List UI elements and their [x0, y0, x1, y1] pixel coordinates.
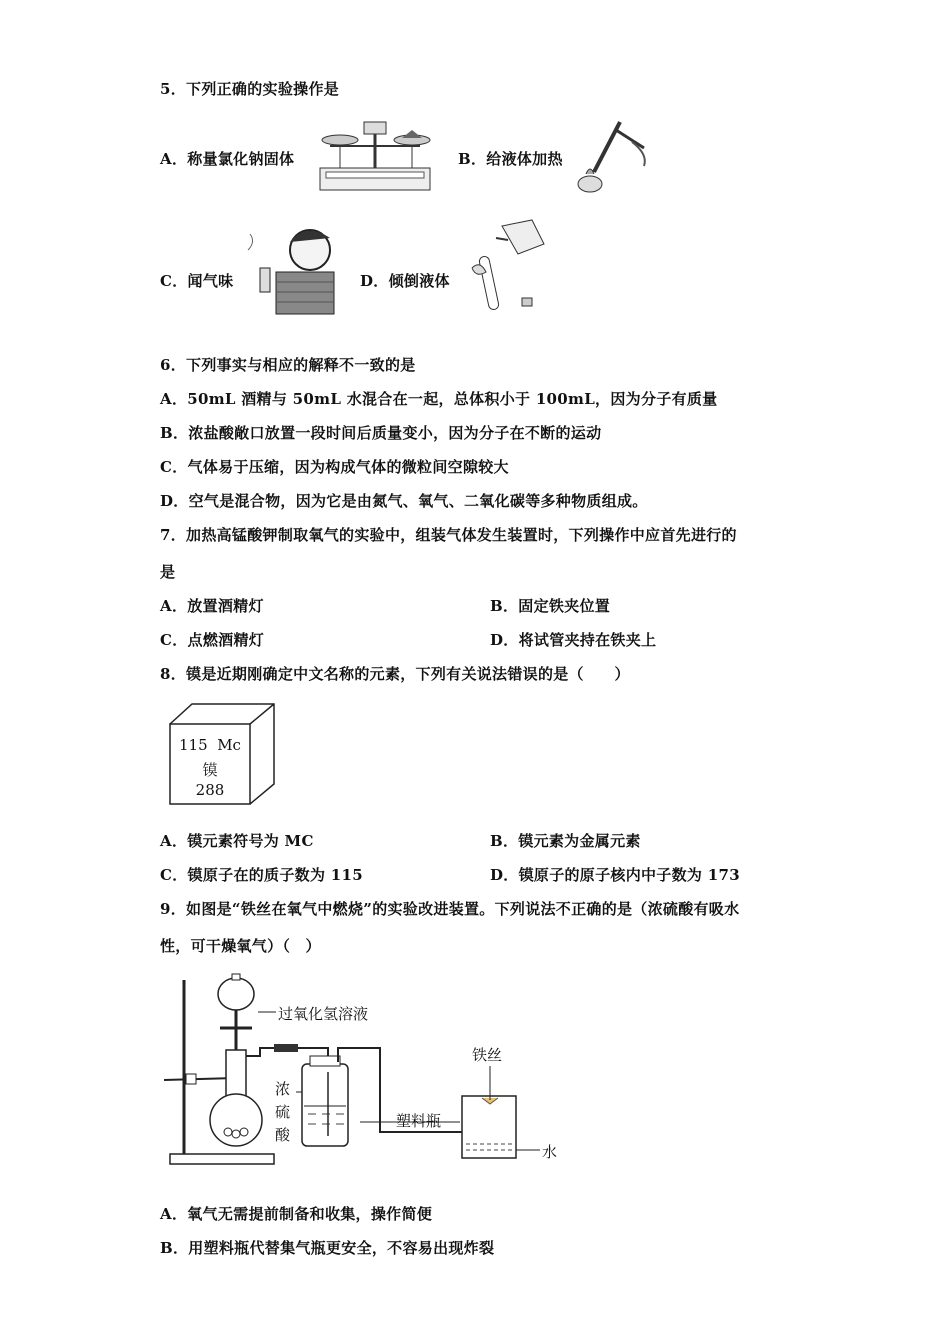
q5-option-c: C．闻气味 [160, 272, 234, 290]
q7-option-a: A．放置酒精灯 [160, 597, 264, 615]
q5-option-a: A．称量氯化钠固体 [160, 150, 295, 168]
element-cell [168, 702, 278, 806]
label-plastic-bottle: 塑料瓶 [396, 1112, 442, 1130]
q9-option-a: A．氧气无需提前制备和收集，操作简便 [160, 1205, 433, 1223]
balance-illustration [316, 116, 436, 194]
apparatus-diagram [160, 972, 580, 1172]
pouring-liquid-illustration [462, 216, 552, 316]
q8-option-d: D．镆原子的原子核内中子数为 173 [490, 866, 740, 884]
q6-option-b: B．浓盐酸敞口放置一段时间后质量变小，因为分子在不断的运动 [160, 424, 602, 442]
q6-option-a: A．50mL 酒精与 50mL 水混合在一起，总体积小于 100mL，因为分子有质量 [160, 390, 718, 408]
element-symbol: Mc [217, 736, 241, 754]
heating-liquid-illustration [574, 114, 660, 196]
label-acid-1: 浓 [275, 1080, 291, 1098]
q8-option-b: B．镆元素为金属元素 [490, 832, 641, 850]
element-number: 115 [179, 736, 208, 754]
q7-stem-line2: 是 [160, 563, 176, 581]
q7-option-c: C．点燃酒精灯 [160, 631, 265, 649]
q6-option-d: D．空气是混合物，因为它是由氮气、氧气、二氧化碳等多种物质组成。 [160, 492, 648, 510]
label-acid-3: 酸 [275, 1126, 291, 1144]
q8-stem: 8．镆是近期刚确定中文名称的元素，下列有关说法错误的是（ ） [160, 665, 630, 683]
q5-option-d: D．倾倒液体 [360, 272, 450, 290]
q7-stem-line1: 7．加热高锰酸钾制取氧气的实验中，组装气体发生装置时，下列操作中应首先进行的 [160, 526, 737, 544]
q6-option-c: C．气体易于压缩，因为构成气体的微粒间空隙较大 [160, 458, 509, 476]
label-acid-2: 硫 [275, 1103, 291, 1121]
label-h2o2: 过氧化氢溶液 [278, 1005, 369, 1023]
smelling-illustration [246, 220, 338, 316]
q9-stem-line2: 性，可干燥氧气）（ ） [160, 937, 321, 955]
element-mass: 288 [195, 781, 225, 799]
q8-option-c: C．镆原子在的质子数为 115 [160, 866, 363, 884]
label-iron-wire: 铁丝 [472, 1046, 503, 1064]
q8-option-a: A．镆元素符号为 MC [160, 832, 314, 850]
q6-stem: 6．下列事实与相应的解释不一致的是 [160, 356, 416, 374]
label-water: 水 [542, 1143, 558, 1161]
q9-option-b: B．用塑料瓶代替集气瓶更安全，不容易出现炸裂 [160, 1239, 495, 1257]
q7-option-b: B．固定铁夹位置 [490, 597, 611, 615]
q5-stem: 5．下列正确的实验操作是 [160, 80, 340, 98]
element-name: 镆 [202, 761, 218, 779]
q5-option-b: B．给液体加热 [458, 150, 563, 168]
q7-option-d: D．将试管夹持在铁夹上 [490, 631, 657, 649]
q9-stem-line1: 9．如图是“铁丝在氧气中燃烧”的实验改进装置。下列说法不正确的是（浓硫酸有吸水 [160, 900, 740, 918]
